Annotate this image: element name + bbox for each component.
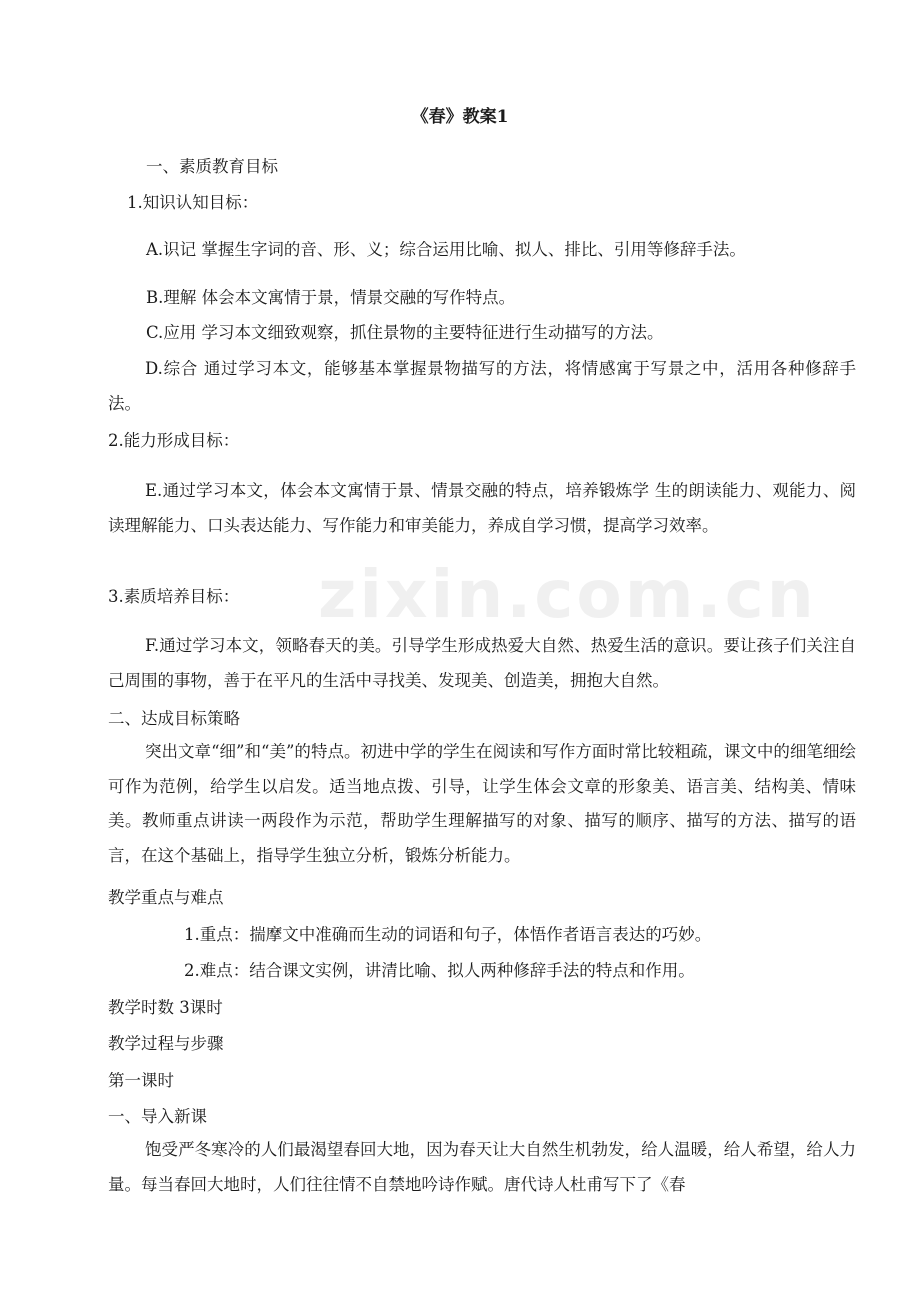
- goal-item-c: C.应用 学习本文细致观察，抓住景物的主要特征进行生动描写的方法。: [146, 323, 664, 342]
- teaching-hours: 教学时数 3课时: [108, 998, 223, 1017]
- quality-goal-heading: 3.素质培养目标：: [108, 587, 240, 606]
- goal-item-d: D.综合 通过学习本文，能够基本掌握景物描写的方法，将情感寓于写景之中，活用各种修辞手法。: [108, 359, 856, 413]
- document-title: 《春》教案1: [411, 107, 509, 127]
- goal-item-b: B.理解 体会本文寓情于景，情景交融的写作特点。: [146, 288, 516, 307]
- section-heading-strategy: 二、达成目标策略: [108, 709, 240, 728]
- knowledge-goal-heading: 1.知识认知目标：: [127, 193, 259, 212]
- difficult-point-item: 2.难点：结合课文实例，讲清比喻、拟人两种修辞手法的特点和作用。: [184, 961, 695, 980]
- lesson-one-heading: 第一课时: [108, 1071, 174, 1090]
- process-heading: 教学过程与步骤: [108, 1034, 224, 1053]
- strategy-paragraph: 突出文章“细”和“美”的特点。初进中学的学生在阅读和写作方面时常比较粗疏，课文中的细笔细绘可作为范例，给学生以启发。适当地点拨、引导，让学生体会文章的形象美、语言美、结构美、情味美。教师重点讲读一两段作为示范，帮助学生理解描写的对象、描写的顺序、描写的方法、描写的语言，在这个基础上，指导学生独立分析，锻炼分析能力。: [108, 742, 856, 865]
- ability-goal-heading: 2.能力形成目标：: [108, 431, 240, 450]
- key-points-heading: 教学重点与难点: [108, 888, 224, 907]
- goal-item-e: E.通过学习本文，体会本文寓情于景、情景交融的特点，培养锻炼学 生的朗读能力、观能力、阅读理解能力、口头表达能力、写作能力和审美能力，养成自学习惯，提高学习效率。: [108, 481, 856, 535]
- intro-heading: 一、导入新课: [108, 1107, 207, 1126]
- goal-item-f: F.通过学习本文，领略春天的美。引导学生形成热爱大自然、热爱生活的意识。要让孩子们关注自己周围的事物，善于在平凡的生活中寻找美、发现美、创造美，拥抱大自然。: [108, 636, 856, 690]
- watermark: zixin.com.cn: [318, 556, 817, 633]
- section-heading-goals: 一、素质教育目标: [146, 157, 278, 176]
- goal-item-a: A.识记 掌握生字词的音、形、义；综合运用比喻、拟人、排比、引用等修辞手法。: [146, 240, 746, 259]
- key-point-item: 1.重点：揣摩文中准确而生动的词语和句子，体悟作者语言表达的巧妙。: [184, 925, 712, 944]
- intro-paragraph: 饱受严冬寒冷的人们最渴望春回大地，因为春天让大自然生机勃发，给人温暖，给人希望，给人力量。每当春回大地时，人们往往情不自禁地吟诗作赋。唐代诗人杜甫写下了《春: [108, 1140, 856, 1194]
